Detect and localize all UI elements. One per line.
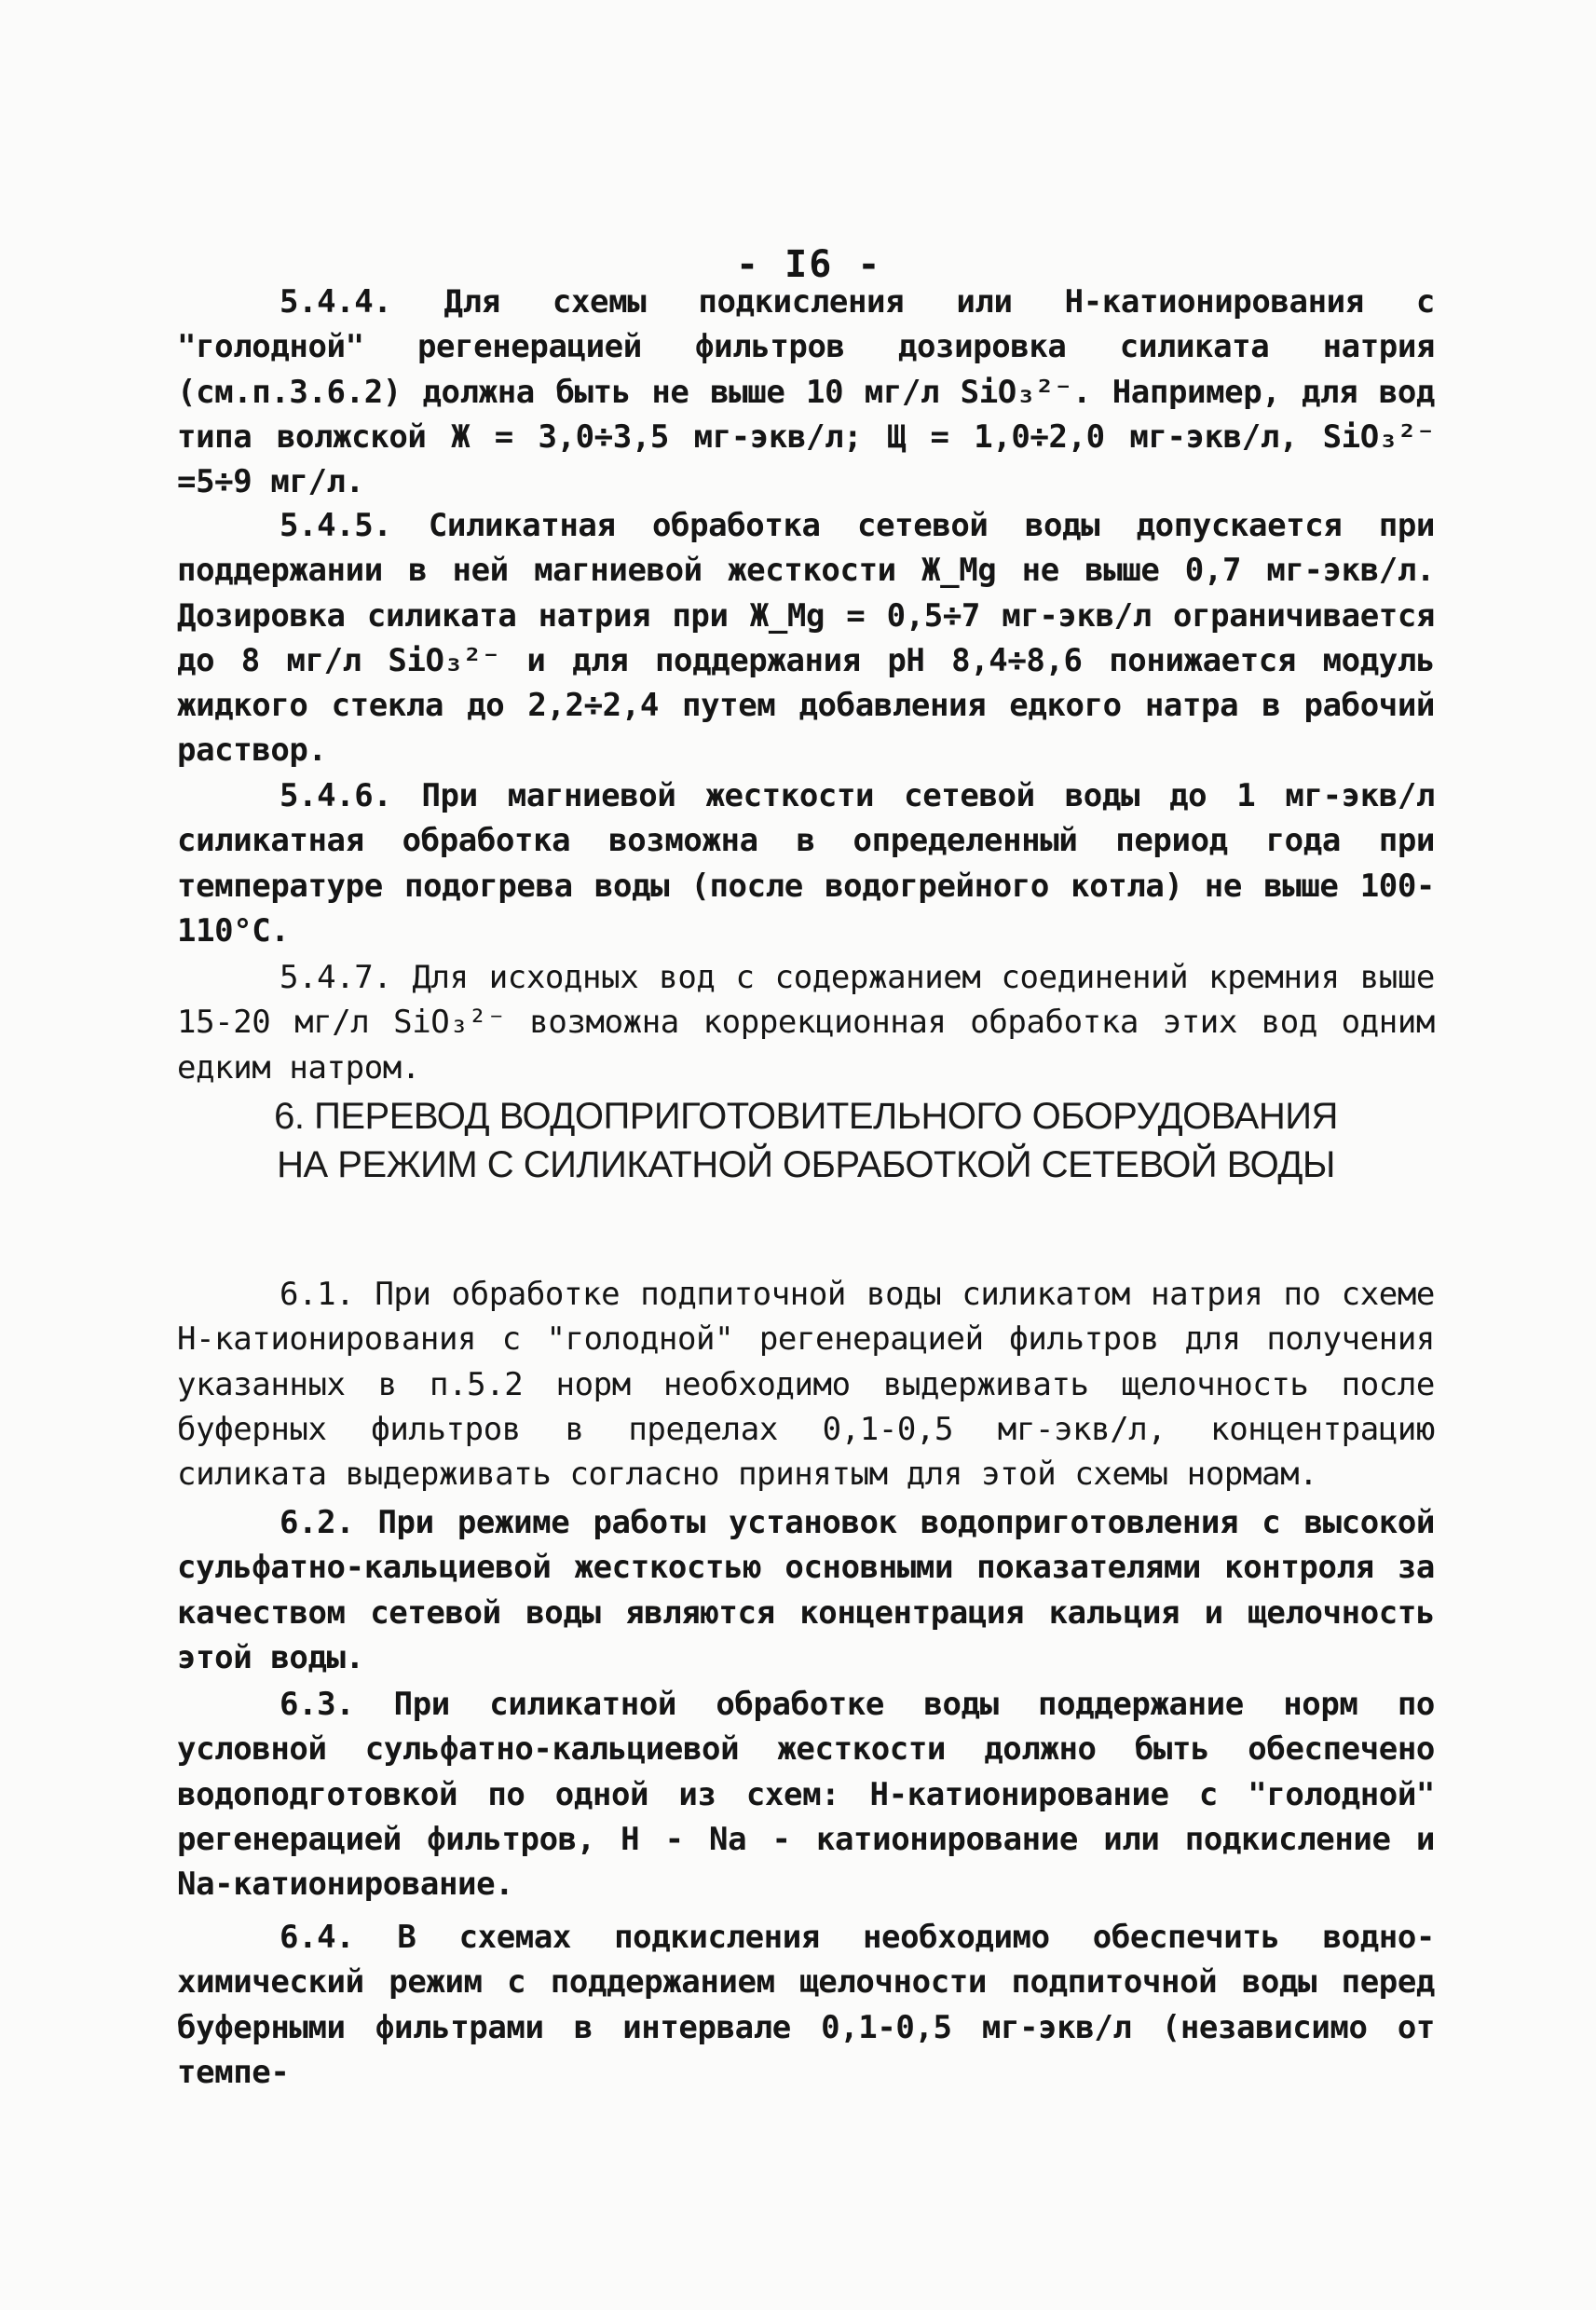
section-heading-line-1: 6. ПЕРЕВОД ВОДОПРИГОТОВИТЕЛЬНОГО ОБОРУДОВАНИЯ	[274, 1096, 1338, 1137]
paragraph-5-4-4: 5.4.4. Для схемы подкисления или Н-катионирования с "голодной" регенерацией фильтров дозировка силиката натрия (см.п.3.6.2) должна быть не выше 10 мг/л SiO₃²⁻. Например, для вод типа волжской Ж = 3,0÷3,5 мг-экв/л; Щ = 1,0÷2,0 мг-экв/л, SiO₃²⁻ =5÷9 мг/л.	[177, 283, 1435, 501]
page-number: - I6 -	[736, 243, 882, 286]
section-heading-line-2: НА РЕЖИМ С СИЛИКАТНОЙ ОБРАБОТКОЙ СЕТЕВОЙ ВОДЫ	[277, 1144, 1335, 1185]
paragraph-5-4-6: 5.4.6. При магниевой жесткости сетевой воды до 1 мг-экв/л силикатная обработка возможна в определенный период года при температуре подогрева воды (после водогрейного котла) не выше 100-110°С.	[177, 777, 1435, 950]
paragraph-5-4-7: 5.4.7. Для исходных вод с содержанием соединений кремния выше 15-20 мг/л SiO₃²⁻ возможна коррекционная обработка этих вод одним едким натром.	[177, 959, 1435, 1087]
section-heading	[177, 1092, 1435, 1189]
paragraph-6-2: 6.2. При режиме работы установок водоприготовления с высокой сульфатно-кальциевой жесткостью основными показателями контроля за качеством сетевой воды являются концентрация кальция и щелочность этой воды.	[177, 1504, 1435, 1676]
paragraph-6-3: 6.3. При силикатной обработке воды поддержание норм по условной сульфатно-кальциевой жесткости должно быть обеспечено водоподготовкой по одной из схем: Н-катионирование с "голодной" регенерацией фильтров, Н - Na - катионирование или подкисление и Na-катионирование.	[177, 1686, 1435, 1904]
paragraph-5-4-5: 5.4.5. Силикатная обработка сетевой воды допускается при поддержании в ней магниевой жесткости Ж_Mg не выше 0,7 мг-экв/л. Дозировка силиката натрия при Ж_Mg = 0,5÷7 мг-экв/л ограничивается до 8 мг/л SiO₃²⁻ и для поддержания pH 8,4÷8,6 понижается модуль жидкого стекла до 2,2÷2,4 путем добавления едкого натра в рабочий раствор.	[177, 507, 1435, 770]
paragraph-6-4: 6.4. В схемах подкисления необходимо обеспечить водно-химический режим с поддержанием щелочности подпиточной воды перед буферными фильтрами в интервале 0,1-0,5 мг-экв/л (независимо от темпе-	[177, 1919, 1435, 2091]
paragraph-6-1: 6.1. При обработке подпиточной воды силикатом натрия по схеме Н-катионирования с "голодной" регенерацией фильтров для получения указанных в п.5.2 норм необходимо выдерживать щелочность после буферных фильтров в пределах 0,1-0,5 мг-экв/л, концентрацию силиката выдерживать согласно принятым для этой схемы нормам.	[177, 1276, 1435, 1494]
